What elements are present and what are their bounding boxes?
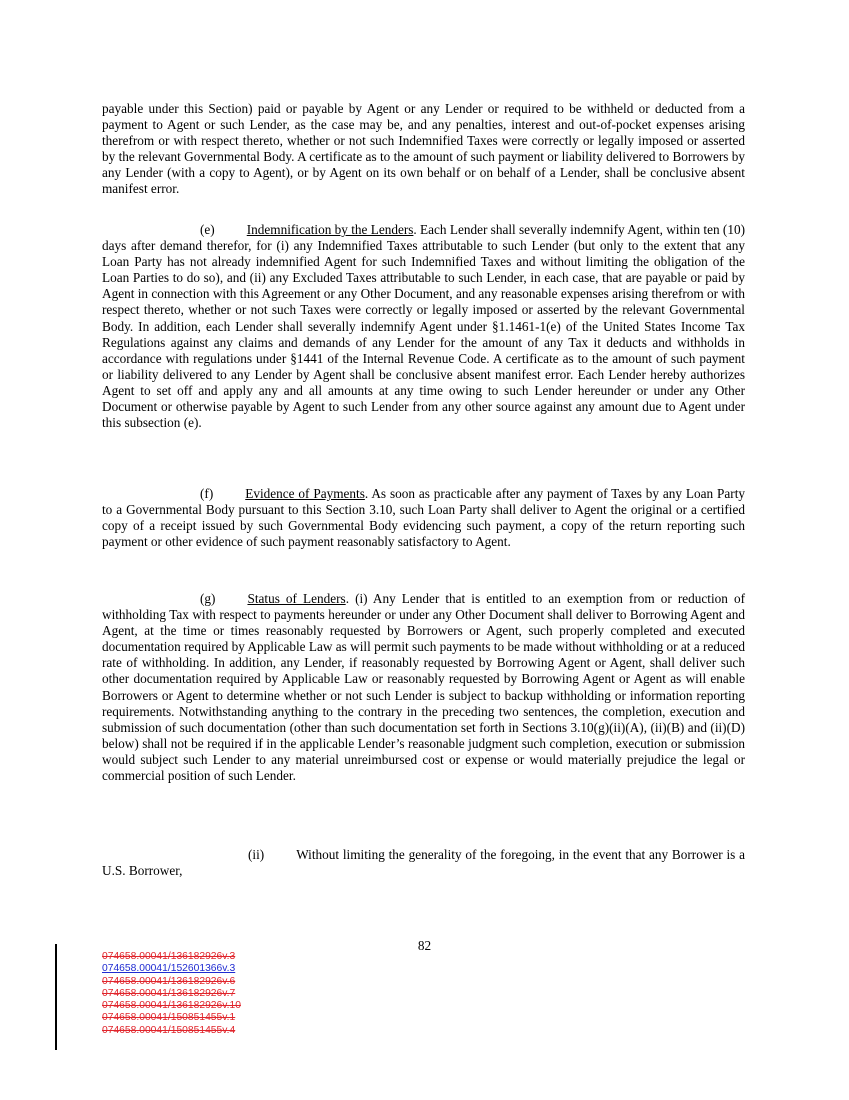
change-bar: [55, 944, 57, 1050]
paragraph-body: Without limiting the generality of the foregoing, in the event that any Borrower is a U.S. Borrower,: [102, 847, 745, 879]
paragraph-label: (ii): [248, 847, 265, 862]
document-id-inserted: 074658.00041/152601366v.3: [102, 963, 236, 975]
paragraph-body: . As soon as practicable after any payment of Taxes by any Loan Party to a Governmental Body pursuant to this Section 3.10, such Loan Party shall deliver to Agent the original or a certified copy of a receipt issued by such Governmental Body evidencing such payment, a copy of the return reporting such payment or other evidence of such payment reasonably satisfactory to Agent.: [102, 486, 746, 550]
paragraph-g-ii: [102, 847, 745, 879]
document-id-deleted: 074658.00041/150851455v.1: [102, 1012, 236, 1024]
paragraph-heading: Evidence of Payments: [245, 486, 365, 501]
paragraph-body: . (i) Any Lender that is entitled to an exemption from or reduction of withholding Tax with respect to payments hereunder or under any Other Document shall deliver to Borrowing Agent and Agent, at the time or times reasonably requested by Borrowers or Agent, such properly completed and executed documentation required by Applicable Law as will permit such payments to be made without withholding or at a reduced rate of withholding. In addition, any Lender, if reasonably requested by Borrowing Agent or Agent, shall deliver such other documentation required by Applicable Law or reasonably requested by Borrowing Agent or Agent as will enable Borrowers or Agent to determine whether or not such Lender is subject to backup withholding or information reporting requirements. Notwithstanding anything to the contrary in the preceding two sentences, the completion, execution and submission of such documentation (other than such documentation set forth in Sections 3.10(g)(ii)(A), (ii)(B) and (ii)(D) below) shall not be required if in the applicable Lender’s reasonable judgment such completion, execution or submission would subject such Lender to any material unreimbursed cost or expense or would materially prejudice the legal or commercial position of such Lender.: [102, 591, 745, 784]
paragraph-body: . Each Lender shall severally indemnify Agent, within ten (10) days after demand therefor, for (i) any Indemnified Taxes attributable to such Lender (but only to the extent that any Loan Party has not already indemnified Agent for such Indemnified Taxes and without limiting the obligation of the Loan Parties to do so), and (ii) any Excluded Taxes attributable to such Lender, in each case, that are payable or paid by Agent in connection with this Agreement or any Other Document, and any reasonable expenses arising therefrom or with respect thereto, whether or not such Taxes were correctly or legally imposed or asserted by the relevant Governmental Body. In addition, each Lender shall severally indemnify Agent under §1.1461-1(e) of the United States Income Tax Regulations against any claims and demands of any Lender for the amount of any Tax it deducts and withholds in accordance with regulations under §1441 of the Internal Revenue Code. A certificate as to the amount of such payment or liability delivered to any Lender by Agent shall be conclusive absent manifest error. Each Lender hereby authorizes Agent to set off and apply any and all amounts at any time owing to such Lender hereunder or under any Other Document or otherwise payable by Agent to such Lender from any other source against any amount due to Agent under this subsection (e).: [102, 222, 745, 431]
paragraph-text: payable under this Section) paid or payable by Agent or any Lender or required to be withheld or deducted from a payment to Agent or such Lender, as the case may be, and any penalties, interest and out-of-pocket expenses arising therefrom or with respect thereto, whether or not such Indemnified Taxes were correctly or legally imposed or asserted by the relevant Governmental Body. A certificate as to the amount of such payment or liability delivered to Borrowers by any Lender (with a copy to Agent), or by Agent on its own behalf or on behalf of a Lender, shall be conclusive absent manifest error.: [102, 101, 745, 197]
paragraph-heading: Indemnification by the Lenders: [246, 222, 414, 237]
document-id-deleted: 074658.00041/136182926v.10: [102, 1000, 241, 1012]
paragraph-label: (e): [200, 222, 215, 237]
document-id-deleted: 074658.00041/136182926v.6: [102, 975, 236, 987]
paragraph-heading: Status of Lenders: [247, 591, 346, 606]
paragraph-f: [102, 486, 745, 550]
document-id-footer: [102, 951, 241, 1037]
paragraph-g: [102, 591, 745, 784]
paragraph-e: [102, 222, 745, 431]
paragraph-label: (g): [200, 591, 216, 606]
paragraph-continuation: [102, 101, 745, 198]
paragraph-label: (f): [200, 486, 214, 501]
document-id-deleted: 074658.00041/150851455v.4: [102, 1024, 236, 1036]
document-id-deleted: 074658.00041/136182926v.7: [102, 987, 236, 999]
document-id-deleted: 074658.00041/136182926v.3: [102, 951, 236, 962]
page-number: 82: [417, 938, 432, 953]
